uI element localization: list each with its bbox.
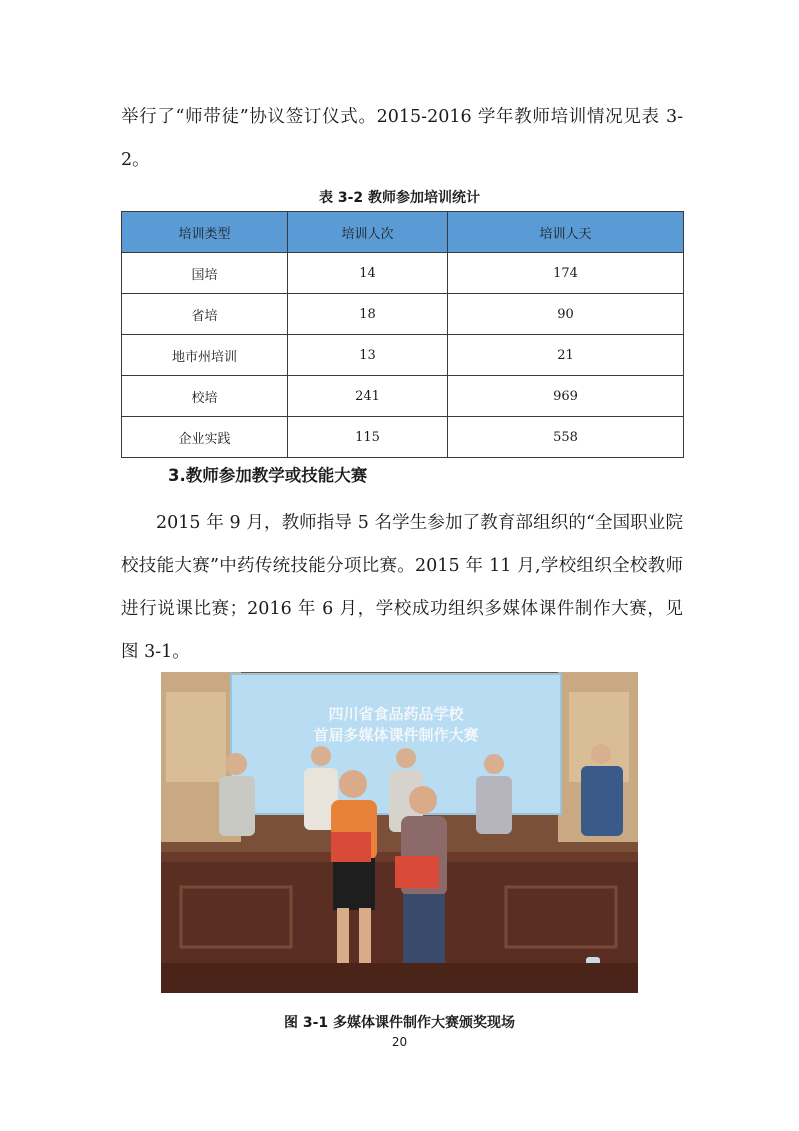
table-cell: 174 xyxy=(448,253,684,294)
column-header: 培训人天 xyxy=(448,212,684,253)
table-cell: 115 xyxy=(288,417,448,458)
table-row xyxy=(122,335,684,376)
column-header: 培训类型 xyxy=(122,212,288,253)
training-statistics-table xyxy=(121,211,684,458)
table-cell: 90 xyxy=(448,294,684,335)
column-header: 培训人次 xyxy=(288,212,448,253)
table-cell: 969 xyxy=(448,376,684,417)
table-row xyxy=(122,376,684,417)
table-cell: 21 xyxy=(448,335,684,376)
table-caption: 表 3-2 教师参加培训统计 xyxy=(318,190,481,206)
table-cell: 省培 xyxy=(122,294,288,335)
table-header-row xyxy=(122,212,684,253)
banner-line-1: 四川省食品药品学校 xyxy=(328,705,464,723)
table-row xyxy=(122,253,684,294)
section-heading: 3.教师参加教学或技能大赛 xyxy=(168,466,368,485)
table-cell: 558 xyxy=(448,417,684,458)
table-cell: 地市州培训 xyxy=(122,335,288,376)
intro-paragraph: 举行了“师带徒”协议签订仪式。2015-2016 学年教师培训情况见表 3-2。 xyxy=(121,107,683,170)
table-cell: 校培 xyxy=(122,376,288,417)
figure-caption: 图 3-1 多媒体课件制作大赛颁奖现场 xyxy=(283,1015,516,1031)
table-row xyxy=(122,417,684,458)
award-ceremony-photo xyxy=(161,672,638,993)
table-cell: 13 xyxy=(288,335,448,376)
banner-line-2: 首届多媒体课件制作大赛 xyxy=(313,726,479,744)
body-paragraph: 2015 年 9 月，教师指导 5 名学生参加了教育部组织的“全国职业院校技能大赛”中药传统技能分项比赛。2015 年 11 月,学校组织全校教师进行说课比赛；2016 年 6 月，学校成功组织多媒体课件制作大赛，见图 3-1。 xyxy=(121,513,683,662)
table-cell: 企业实践 xyxy=(122,417,288,458)
table-row xyxy=(122,294,684,335)
page-number: 20 xyxy=(391,1035,408,1049)
table-cell: 18 xyxy=(288,294,448,335)
table-cell: 241 xyxy=(288,376,448,417)
table-cell: 14 xyxy=(288,253,448,294)
table-cell: 国培 xyxy=(122,253,288,294)
